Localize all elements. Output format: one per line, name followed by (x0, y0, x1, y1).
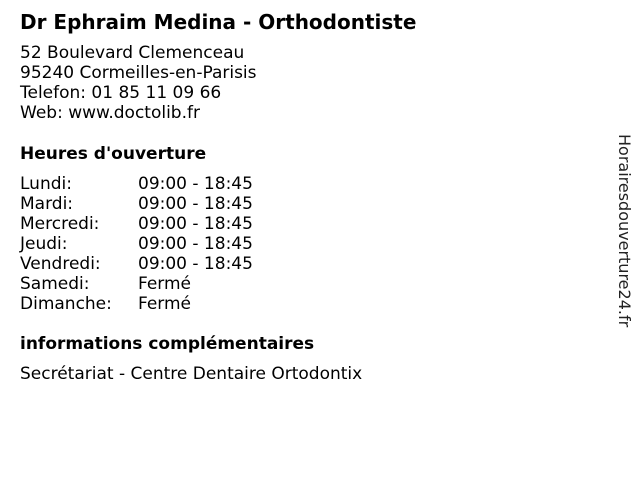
time-value: 09:00 - 18:45 (138, 234, 253, 254)
hours-row (20, 274, 253, 294)
info-text: Secrétariat - Centre Dentaire Ortodontix (20, 364, 363, 384)
time-value: 09:00 - 18:45 (138, 174, 253, 194)
hours-row (20, 294, 253, 314)
time-value: Fermé (138, 294, 192, 314)
website: Web: www.doctolib.fr (20, 103, 200, 123)
info-heading: informations complémentaires (20, 334, 315, 354)
address-street: 52 Boulevard Clemenceau (20, 43, 245, 63)
time-value: 09:00 - 18:45 (138, 254, 253, 274)
watermark-text: Horairesdouverture24.fr (615, 134, 634, 328)
time-value: 09:00 - 18:45 (138, 214, 253, 234)
day-label: Mardi: (20, 194, 74, 214)
hours-row (20, 234, 253, 254)
contact-block (20, 43, 257, 123)
day-label: Mercredi: (20, 214, 100, 234)
hours-row (20, 214, 253, 234)
hours-table (20, 174, 253, 314)
hours-heading: Heures d'ouverture (20, 144, 207, 164)
site-watermark (612, 134, 636, 374)
day-label: Jeudi: (20, 234, 68, 254)
business-title: Dr Ephraim Medina - Orthodontiste (20, 10, 417, 34)
time-value: 09:00 - 18:45 (138, 194, 253, 214)
hours-row (20, 194, 253, 214)
phone-number: Telefon: 01 85 11 09 66 (20, 83, 222, 103)
day-label: Samedi: (20, 274, 90, 294)
day-label: Lundi: (20, 174, 72, 194)
address-city: 95240 Cormeilles-en-Parisis (20, 63, 257, 83)
hours-row (20, 174, 253, 194)
day-label: Vendredi: (20, 254, 101, 274)
hours-row (20, 254, 253, 274)
day-label: Dimanche: (20, 294, 112, 314)
time-value: Fermé (138, 274, 192, 294)
